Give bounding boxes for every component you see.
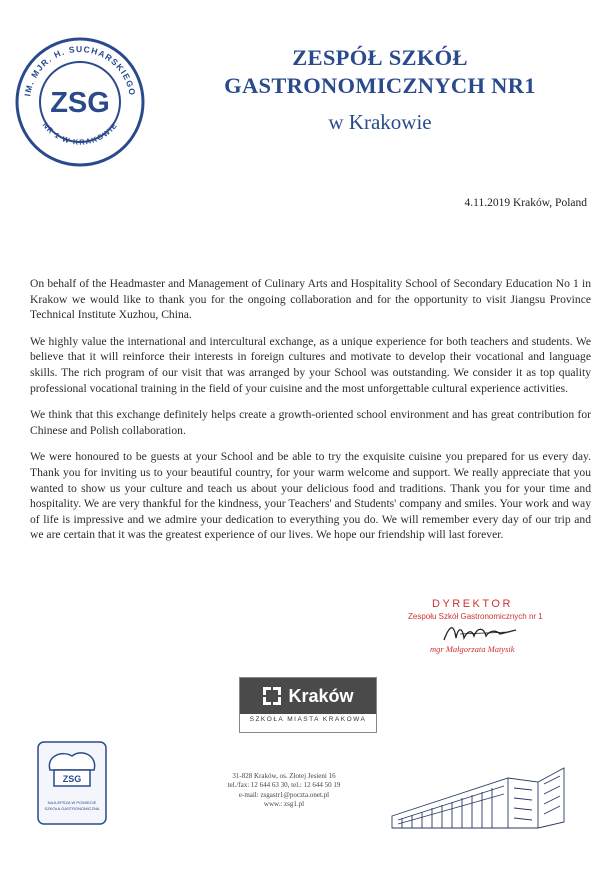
letter-date: 4.11.2019 Kraków, Poland bbox=[464, 197, 587, 209]
contact-address: 31-828 Kraków, os. Złotej Jesieni 16 bbox=[232, 772, 336, 780]
school-name-line2: GASTRONOMICZNYCH NR1 bbox=[224, 73, 536, 98]
krakow-badge-top bbox=[240, 678, 376, 714]
school-seal-logo bbox=[14, 36, 146, 168]
school-name-line1: ZESPÓŁ SZKÓŁ bbox=[292, 45, 468, 70]
best-school-logo bbox=[36, 740, 108, 826]
contact-email: e-mail: zsgastr1@poczta.onet.pl bbox=[238, 790, 330, 799]
paragraph-2: We highly value the international and intercultural exchange, as a unique experience for both teachers and students. We believe that it will reinforce their interests in foreign cultures and motivate to develop their vocational and language skills. The rich program of our visit that was arranged by your School was outstanding. We consider it as top quality professional vocational training in the field of your cuisine and the most unforgettable cultural experience activities. bbox=[30, 334, 591, 395]
school-name bbox=[165, 44, 595, 100]
krakow-caption: SZKOŁA MIASTA KRAKOWA bbox=[249, 716, 367, 723]
footer-logo-monogram: ZSG bbox=[62, 774, 82, 784]
krakow-word: Kraków bbox=[288, 685, 354, 706]
paragraph-4: We were honoured to be guests at your School and be able to try the exquisite cuisine you prepared for us every day. Thank you for inviting us to your beautiful country, for your warm welcome and support. We really appreciate that you wanted to show us your culture and teach us about your delicious food and traditions. Thank you for your time and hospitality. We are very thankful for the kindness, your Teachers' and Students' company and smiles. Your work and way of life is impressive and we admire your dedication to everything you do. We will remember every day of our trip and we are certain that it was the greatest experience of our lives. We hope our friendship will last forever. bbox=[30, 450, 591, 542]
paragraph-3: We think that this exchange definitely helps create a growth-oriented school environment and has great contribution for Chinese and Polish collaboration. bbox=[30, 408, 591, 437]
footer-contact bbox=[196, 772, 372, 810]
paragraph-1: On behalf of the Headmaster and Management of Culinary Arts and Hospitality School of Secondary Education No 1 in Krakow we would like to thank you for the ongoing collaboration and for the opportunity to visit Jiangsu Province Technical Institute Xuzhou, China. bbox=[30, 277, 591, 322]
seal-monogram: ZSG bbox=[50, 87, 110, 119]
stamp-subtitle: Zespołu Szkół Gastronomicznych nr 1 bbox=[408, 612, 543, 621]
school-building-sketch bbox=[388, 738, 570, 834]
stamp-title: DYREKTOR bbox=[432, 598, 513, 610]
contact-website: www.: zsg1.pl bbox=[263, 800, 305, 809]
school-city: w Krakowie bbox=[328, 110, 432, 134]
contact-phone: tel./fax: 12 644 63 30, tel.: 12 644 50 19 bbox=[227, 781, 341, 790]
stamp-name: mgr Małgorzata Matysik bbox=[430, 644, 515, 654]
seal-ring-text: IM. MJR. H. SUCHARSKIEGO bbox=[22, 43, 138, 97]
svg-text:NR 1 W KRAKOWIE bbox=[41, 121, 120, 147]
letter-body bbox=[30, 276, 591, 554]
seal-ring-bottom: NR 1 W KRAKOWIE bbox=[40, 120, 120, 147]
signature-graphic bbox=[440, 620, 520, 646]
svg-text:SZKOŁA GASTRONOMICZNA: SZKOŁA GASTRONOMICZNA bbox=[44, 806, 100, 811]
director-stamp bbox=[400, 598, 560, 664]
krakow-badge bbox=[239, 677, 377, 733]
krakow-square-icon bbox=[262, 686, 282, 706]
svg-text:NAJLEPSZA W POWIECIE: NAJLEPSZA W POWIECIE bbox=[47, 800, 97, 805]
